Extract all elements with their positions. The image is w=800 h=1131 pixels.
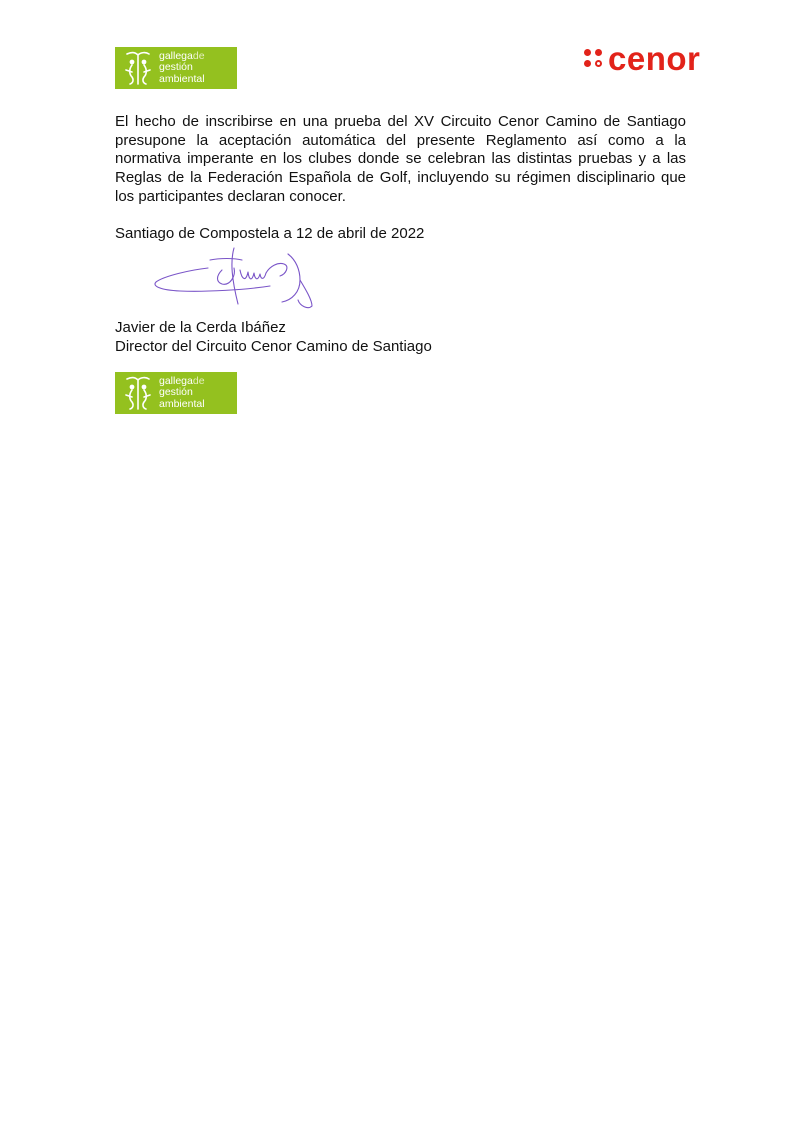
place-and-date: Santiago de Compostela a 12 de abril de 2022 [115, 225, 425, 242]
logo-text [159, 376, 205, 410]
logo-word-gallega: gallega [159, 375, 193, 387]
logo-word-gestion: gestión [159, 386, 193, 399]
logo-word-gestion: gestión [159, 61, 193, 74]
gallega-gestion-ambiental-logo-footer [115, 372, 237, 414]
regulation-acceptance-paragraph: El hecho de inscribirse en una prueba del XV Circuito Cenor Camino de Santiago presupone la aceptación automática del presente Reglamento así como a la normativa imperante en los clubes donde se celebran las distintas pruebas y a las Reglas de la Federación Española de Golf, incluyendo su régimen disciplinario que los participantes declaran conocer. [115, 113, 686, 205]
signer-name: Javier de la Cerda Ibáñez [115, 319, 286, 336]
signer-title: Director del Circuito Cenor Camino de Santiago [115, 338, 432, 355]
gallega-gestion-ambiental-logo [115, 47, 237, 89]
cenor-logo [584, 38, 700, 78]
logo-text [159, 51, 205, 85]
signer-block [115, 318, 432, 356]
logo-word-de: de [192, 50, 205, 62]
cenor-wordmark: cenor [608, 39, 701, 77]
pilgrim-figures-icon [121, 50, 155, 86]
logo-word-ambiental: ambiental [159, 397, 205, 410]
handwritten-signature-icon [150, 240, 325, 320]
logo-word-ambiental: ambiental [159, 72, 205, 85]
logo-word-gallega: gallega [159, 50, 193, 62]
pilgrim-figures-icon [121, 375, 155, 411]
logo-word-de: de [192, 375, 205, 387]
cenor-dots-icon [584, 47, 606, 69]
